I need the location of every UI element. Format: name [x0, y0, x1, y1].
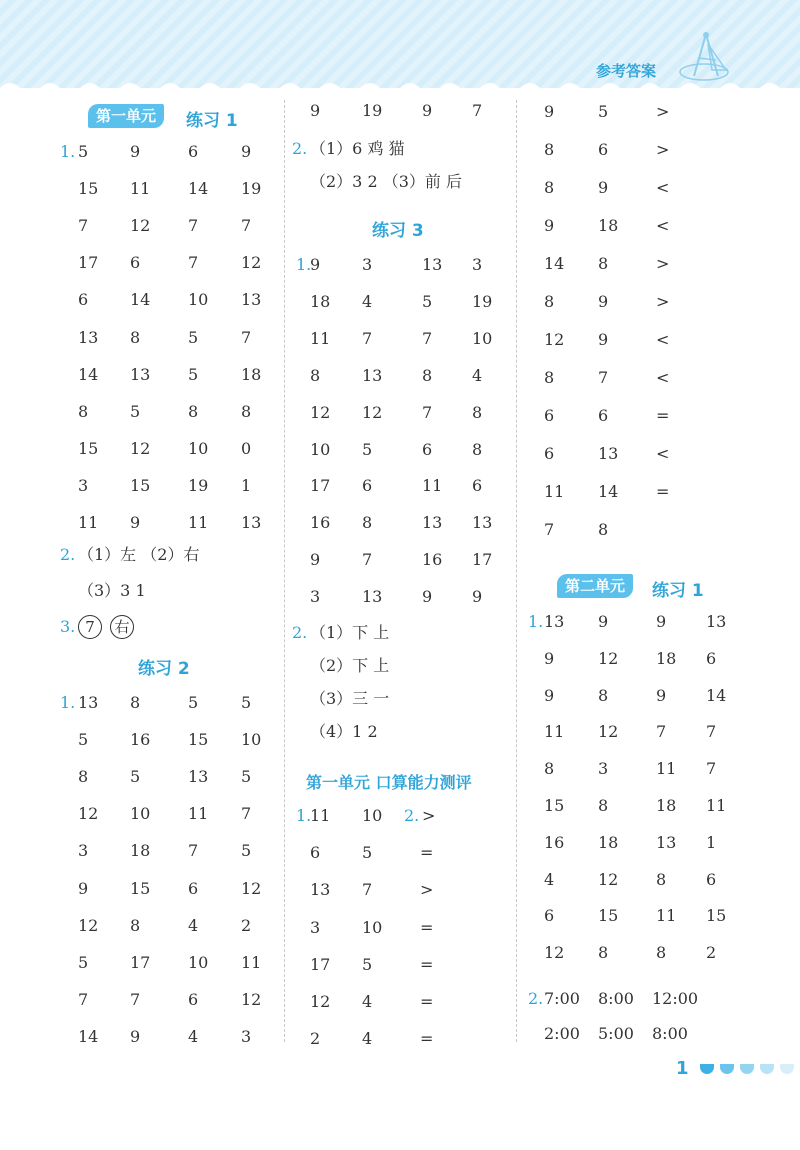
answer-cell: 12 — [241, 878, 262, 898]
answer-cell: 18 — [656, 648, 677, 668]
answer-cell: 5 — [362, 954, 373, 974]
answer-cell: 14 — [544, 254, 565, 273]
answer-cell: 7 — [598, 368, 609, 387]
answer-cell: 19 — [241, 179, 262, 199]
answer-cell: 10 — [362, 917, 383, 937]
answer-cell: 6 — [706, 869, 717, 889]
unit-1-badge: 第一单元 — [88, 104, 164, 128]
answer-cell: 10 — [188, 290, 209, 310]
answer-cell: 8 — [598, 254, 609, 273]
answer-cell: 8 — [78, 401, 89, 421]
answer-cell: 3 — [310, 917, 321, 937]
question-number: 2. — [292, 139, 308, 158]
answer-cell: 14 — [598, 482, 619, 501]
answer-cell: 14 — [78, 1026, 99, 1046]
answer-cell: 7 — [422, 402, 433, 422]
answer-cell: 2 — [706, 943, 717, 963]
answer-cell: 12 — [310, 402, 331, 422]
answer-cell: 12 — [362, 402, 383, 422]
answer-cell: 18 — [598, 216, 619, 235]
answer-cell: 9 — [598, 178, 609, 197]
answer-cell: 6 — [598, 406, 609, 425]
answer-cell: 13 — [598, 444, 619, 463]
answer-cell: 7 — [706, 722, 717, 742]
answer-cell: 6 — [544, 444, 555, 463]
answer-cell: 12 — [130, 216, 151, 236]
answer-cell: 8 — [362, 513, 373, 533]
answer-text: （1）下 上 — [310, 623, 390, 642]
answer-cell: 11 — [241, 952, 262, 972]
answer-cell: 8 — [241, 401, 252, 421]
pager-dot-icon — [760, 1064, 774, 1074]
answer-cell: 13 — [422, 513, 443, 533]
answer-cell: 8 — [472, 402, 483, 422]
answer-cell: > — [656, 292, 670, 311]
answer-cell: 11 — [706, 796, 727, 815]
answer-cell: 5 — [422, 291, 433, 311]
answer-cell: 9 — [310, 550, 321, 570]
answer-cell: 9 — [422, 101, 433, 120]
answer-cell: 18 — [656, 796, 677, 815]
answer-cell: 4 — [472, 365, 483, 385]
answer-cell: 11 — [656, 759, 677, 779]
answer-cell: 17 — [78, 253, 99, 273]
answer-cell: 0 — [241, 438, 252, 458]
answer-cell: 5 — [188, 327, 199, 347]
answer-cell: 6 — [598, 140, 609, 159]
answer-cell: 8 — [544, 368, 555, 387]
answer-cell: 9 — [130, 142, 141, 161]
pager-dot-icon — [740, 1064, 754, 1074]
answer-cell: 7 — [130, 989, 141, 1009]
exercise-2-title: 练习 2 — [138, 659, 190, 679]
answer-cell: < — [656, 444, 670, 463]
answer-cell: 19 — [472, 291, 493, 311]
answer-cell: 4 — [188, 1026, 199, 1046]
pager-dot-icon — [720, 1064, 734, 1074]
answer-cell: 15 — [188, 730, 209, 750]
question-number: 2. — [60, 545, 76, 564]
answer-cell: 15 — [78, 438, 99, 458]
answer-cell: < — [656, 178, 670, 197]
answer-cell: 15 — [130, 878, 151, 898]
answer-cell: 10 — [472, 328, 493, 348]
answer-cell: 7 — [241, 804, 252, 824]
answer-cell: 2 — [310, 1029, 321, 1049]
answer-cell: 4 — [188, 915, 199, 935]
answer-cell: = — [420, 954, 434, 974]
answer-cell: 12 — [598, 648, 619, 668]
answer-cell: 8 — [544, 140, 555, 159]
answer-cell: 7 — [241, 327, 252, 347]
answer-cell: 5 — [78, 730, 89, 750]
answer-cell: 8 — [544, 178, 555, 197]
answer-cell: 6 — [130, 253, 141, 273]
question-number: 2. — [404, 806, 420, 825]
answer-cell: 7 — [78, 989, 89, 1009]
answer-cell: 5 — [78, 952, 89, 972]
time-answer: 2:00 — [544, 1024, 580, 1043]
answer-cell: 6 — [544, 406, 555, 425]
answer-cell: 5 — [241, 767, 252, 787]
answer-cell: 9 — [598, 612, 609, 631]
answer-cell: 11 — [188, 804, 209, 824]
unit-2-exercise-1-title: 练习 1 — [652, 581, 704, 601]
answer-cell: 8 — [472, 439, 483, 459]
answer-cell: 15 — [598, 906, 619, 926]
question-number: 1. — [60, 142, 76, 161]
answer-cell: 5 — [130, 767, 141, 787]
answer-cell: 5 — [241, 693, 252, 712]
answer-cell: 10 — [241, 730, 262, 750]
answer-cell: 16 — [130, 730, 151, 750]
answer-cell: 13 — [188, 767, 209, 787]
answer-cell: 11 — [78, 513, 99, 532]
answer-cell: 13 — [78, 327, 99, 347]
answer-cell: 18 — [241, 364, 262, 384]
answer-cell: 12 — [78, 915, 99, 935]
answer-cell: < — [656, 368, 670, 387]
answer-cell: 9 — [598, 292, 609, 311]
answer-cell: 9 — [78, 878, 89, 898]
answer-cell: = — [656, 406, 670, 425]
answer-cell: 8 — [598, 520, 609, 539]
answer-cell: 8 — [544, 292, 555, 311]
answer-cell: 6 — [78, 290, 89, 310]
answer-cell: > — [422, 806, 436, 825]
answer-cell: 5 — [362, 843, 373, 863]
answer-cell: 7 — [78, 216, 89, 236]
column-divider — [284, 100, 285, 1042]
question-number: 1. — [296, 806, 312, 825]
time-answer: 8:00 — [652, 1024, 688, 1043]
answer-cell: 12 — [130, 438, 151, 458]
circled-answer: 7 — [78, 615, 102, 639]
answer-cell: < — [656, 330, 670, 349]
answer-cell: 4 — [544, 869, 555, 889]
circled-answer: 右 — [110, 615, 134, 639]
answer-cell: 8 — [130, 693, 141, 712]
answer-cell: 6 — [362, 476, 373, 496]
answer-cell: 6 — [310, 843, 321, 863]
answer-cell: 5 — [598, 102, 609, 121]
answer-cell: 5 — [241, 841, 252, 861]
answer-cell: 8 — [130, 327, 141, 347]
answer-cell: 9 — [310, 101, 321, 120]
pager-dot-icon — [700, 1064, 714, 1074]
answer-cell: 17 — [130, 952, 151, 972]
answer-cell: 11 — [310, 328, 331, 348]
answer-cell: 5 — [130, 401, 141, 421]
answer-cell: 9 — [130, 1026, 141, 1046]
answer-cell: = — [420, 992, 434, 1011]
answer-cell: < — [656, 216, 670, 235]
answer-cell: 9 — [241, 142, 252, 161]
answer-cell: 9 — [598, 330, 609, 349]
answer-cell: 10 — [362, 806, 383, 825]
question-number: 1. — [528, 612, 544, 631]
answer-cell: 9 — [544, 216, 555, 235]
answer-cell: 12 — [241, 253, 262, 273]
question-number: 2. — [292, 623, 308, 642]
answer-cell: 7 — [422, 328, 433, 348]
answer-cell: > — [420, 880, 434, 900]
answer-cell: 11 — [656, 906, 677, 926]
answer-cell: 9 — [656, 612, 667, 631]
answer-cell: 13 — [422, 255, 443, 274]
answer-cell: 15 — [706, 906, 727, 926]
pager-dot-icon — [780, 1064, 794, 1074]
answer-cell: 3 — [310, 587, 321, 607]
question-number: 1. — [60, 693, 76, 712]
time-answer: 12:00 — [652, 989, 699, 1008]
answer-cell: 7 — [472, 101, 483, 120]
answer-cell: 12 — [241, 989, 262, 1009]
answer-cell: 14 — [130, 290, 151, 310]
answer-cell: 3 — [78, 475, 89, 495]
answer-text: （4）1 2 — [310, 722, 378, 741]
answer-cell: 13 — [241, 290, 262, 310]
column-divider — [516, 100, 517, 1042]
answer-cell: 6 — [472, 476, 483, 496]
answer-cell: 5 — [188, 693, 199, 712]
answer-cell: 6 — [422, 439, 433, 459]
time-answer: 8:00 — [598, 989, 634, 1008]
answer-cell: 9 — [472, 587, 483, 607]
answer-cell: 18 — [310, 291, 331, 311]
answer-cell: 2 — [241, 915, 252, 935]
answer-cell: 12 — [78, 804, 99, 824]
answer-cell: 9 — [656, 685, 667, 705]
unit-2-badge: 第二单元 — [557, 574, 633, 598]
answer-cell: 1 — [706, 832, 717, 852]
answer-cell: 17 — [310, 476, 331, 496]
answer-cell: 16 — [310, 513, 331, 533]
answer-cell: 4 — [362, 1029, 373, 1049]
answer-cell: 7 — [362, 550, 373, 570]
answer-cell: 6 — [188, 989, 199, 1009]
answer-cell: 9 — [544, 685, 555, 705]
answer-cell: > — [656, 140, 670, 159]
answer-cell: 10 — [188, 438, 209, 458]
answer-cell: = — [656, 482, 670, 501]
answer-cell: 9 — [544, 102, 555, 121]
answer-cell: 4 — [362, 291, 373, 311]
answer-cell: 10 — [130, 804, 151, 824]
answer-cell: 8 — [78, 767, 89, 787]
answer-cell: 19 — [362, 101, 383, 120]
answer-cell: 11 — [188, 513, 209, 532]
answer-cell: 6 — [188, 878, 199, 898]
answer-cell: 12 — [544, 943, 565, 963]
answer-cell: 8 — [598, 796, 609, 815]
answer-cell: 8 — [656, 943, 667, 963]
answer-cell: 13 — [362, 365, 383, 385]
answer-cell: 8 — [656, 869, 667, 889]
exercise-3-title: 练习 3 — [372, 221, 424, 241]
answer-cell: 13 — [241, 513, 262, 532]
exercise-1-title: 练习 1 — [186, 111, 238, 131]
answer-key-title: 参考答案 — [596, 62, 657, 80]
answer-cell: 9 — [310, 255, 321, 274]
page-number: 1 — [676, 1058, 689, 1079]
answer-cell: > — [656, 254, 670, 273]
answer-cell: 13 — [472, 513, 493, 533]
answer-cell: 3 — [472, 255, 483, 274]
question-number: 3. — [60, 617, 76, 636]
answer-cell: = — [420, 843, 434, 863]
answer-cell: 3 — [241, 1026, 252, 1046]
answer-cell: 14 — [188, 179, 209, 199]
answer-cell: 9 — [130, 513, 141, 532]
answer-cell: 13 — [544, 612, 565, 631]
answer-cell: 9 — [544, 648, 555, 668]
compass-ruler-icon — [678, 30, 734, 84]
answer-text: （2）下 上 — [310, 656, 390, 675]
answer-cell: 6 — [706, 648, 717, 668]
answer-cell: 12 — [310, 992, 331, 1011]
answer-cell: > — [656, 102, 670, 121]
answer-cell: 4 — [362, 992, 373, 1011]
answer-cell: 16 — [422, 550, 443, 570]
answer-cell: 11 — [310, 806, 331, 825]
answer-cell: 11 — [544, 482, 565, 501]
answer-cell: 11 — [544, 722, 565, 742]
answer-cell: 12 — [598, 869, 619, 889]
answer-cell: 15 — [130, 475, 151, 495]
answer-cell: = — [420, 917, 434, 937]
answer-cell: 14 — [78, 364, 99, 384]
answer-cell: 13 — [362, 587, 383, 607]
answer-cell: 8 — [598, 943, 609, 963]
answer-cell: 10 — [310, 439, 331, 459]
answer-cell: 13 — [656, 832, 677, 852]
answer-cell: 8 — [310, 365, 321, 385]
answer-cell: 8 — [188, 401, 199, 421]
answer-cell: 7 — [188, 216, 199, 236]
answer-cell: 17 — [310, 954, 331, 974]
question-number: 1. — [296, 255, 312, 274]
answer-cell: 3 — [362, 255, 373, 274]
time-answer: 7:00 — [544, 989, 580, 1008]
answer-cell: 6 — [188, 142, 199, 161]
answer-cell: 7 — [656, 722, 667, 742]
answer-cell: 8 — [130, 915, 141, 935]
answer-text: （2）3 2 （3）前 后 — [310, 172, 462, 191]
answer-cell: 1 — [241, 475, 252, 495]
answer-cell: 18 — [130, 841, 151, 861]
time-answer: 5:00 — [598, 1024, 634, 1043]
answer-cell: 18 — [598, 832, 619, 852]
answer-text: （3）3 1 — [78, 581, 146, 600]
answer-cell: 7 — [188, 841, 199, 861]
answer-cell: 7 — [188, 253, 199, 273]
answer-cell: 8 — [422, 365, 433, 385]
answer-cell: = — [420, 1029, 434, 1049]
answer-cell: 3 — [598, 759, 609, 779]
answer-cell: 13 — [78, 693, 99, 712]
answer-cell: 11 — [130, 179, 151, 199]
answer-cell: 16 — [544, 832, 565, 852]
answer-text: （3）三 一 — [310, 689, 390, 708]
answer-cell: 7 — [544, 520, 555, 539]
answer-cell: 7 — [362, 880, 373, 900]
answer-cell: 11 — [422, 476, 443, 496]
answer-cell: 13 — [130, 364, 151, 384]
answer-cell: 15 — [78, 179, 99, 199]
answer-cell: 10 — [188, 952, 209, 972]
answer-cell: 3 — [78, 841, 89, 861]
answer-cell: 9 — [422, 587, 433, 607]
answer-text: （1）6 鸡 猫 — [310, 139, 405, 158]
answer-cell: 5 — [78, 142, 89, 161]
answer-text: （1）左 （2）右 — [78, 545, 200, 564]
answer-cell: 7 — [706, 759, 717, 779]
answer-cell: 13 — [706, 612, 727, 631]
unit-1-test-title: 第一单元 口算能力测评 — [306, 773, 472, 792]
answer-cell: 8 — [598, 685, 609, 705]
answer-cell: 5 — [362, 439, 373, 459]
answer-cell: 8 — [544, 759, 555, 779]
answer-cell: 12 — [544, 330, 565, 349]
answer-cell: 15 — [544, 796, 565, 815]
answer-cell: 7 — [362, 328, 373, 348]
answer-cell: 6 — [544, 906, 555, 926]
answer-cell: 12 — [598, 722, 619, 742]
answer-cell: 14 — [706, 685, 727, 705]
answer-cell: 19 — [188, 475, 209, 495]
answer-cell: 7 — [241, 216, 252, 236]
answer-cell: 17 — [472, 550, 493, 570]
answer-cell: 13 — [310, 880, 331, 900]
question-number: 2. — [528, 989, 544, 1008]
answer-cell: 5 — [188, 364, 199, 384]
